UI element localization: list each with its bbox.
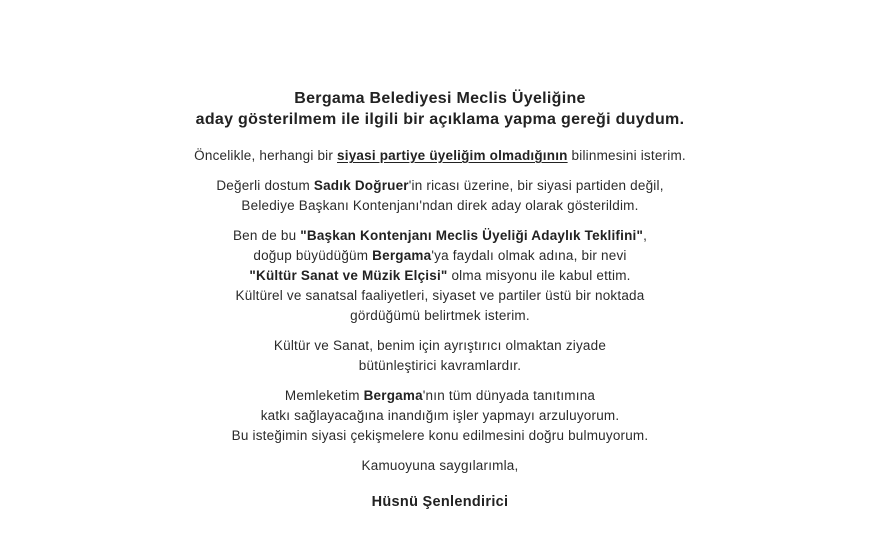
text-segment: Memleketim [284,388,364,403]
paragraph-line [194,246,686,266]
text-segment: bütünleştirici kavramlardır. [358,358,522,373]
text-segment: Kültür ve Sanat, benim için ayrıştırıcı olmaktan ziyade [273,338,607,353]
text-segment: 'in ricası üzerine, bir siyasi partiden değil, [408,178,664,193]
text-segment: 'nın tüm dünyada tanıtımına [422,388,596,403]
paragraph-line [194,286,686,306]
paragraph-line [194,176,686,196]
text-segment: katkı sağlayacağına inandığım işler yapmayı arzuluyorum. [260,408,620,423]
text-segment: Bergama [372,248,432,263]
text-segment: Değerli dostum [216,178,314,193]
paragraph [194,146,686,166]
paragraph [194,176,686,216]
text-segment: Belediye Başkanı Kontenjanı'ndan direk aday olarak gösterildim. [241,198,639,213]
statement-body [194,146,686,456]
paragraph-line [194,426,686,446]
text-segment: Ben de bu [232,228,301,243]
text-segment: olma misyonu ile kabul ettim. [447,268,631,283]
paragraph [194,386,686,446]
text-segment: , [643,228,648,243]
title-line: Bergama Belediyesi Meclis Üyeliğine [294,90,586,107]
statement-title [196,88,685,130]
text-segment: gördüğümü belirtmek isterim. [350,308,530,323]
paragraph-line [194,386,686,406]
paragraph-line [194,226,686,246]
paragraph-line [194,306,686,326]
text-segment: Bu isteğimin siyasi çekişmelere konu edilmesini doğru bulmuyorum. [231,428,649,443]
closing-line: Kamuoyuna saygılarımla, [361,458,519,473]
text-segment: "Başkan Kontenjanı Meclis Üyeliği Adaylık Teklifini" [300,228,644,243]
title-line: aday gösterilmem ile ilgili bir açıklama yapma gereği duydum. [195,111,685,128]
paragraph-line [194,406,686,426]
paragraph-line [194,146,686,166]
text-segment: siyasi partiye üyeliğim olmadığının [337,148,568,163]
paragraph-line [194,336,686,356]
text-segment: "Kültür Sanat ve Müzik Elçisi" [249,268,448,283]
signature-name: Hüsnü Şenlendirici [371,494,509,510]
text-segment: Kültürel ve sanatsal faaliyetleri, siyaset ve partiler üstü bir noktada [235,288,645,303]
text-segment: bilinmesini isterim. [567,148,686,163]
paragraph-line [194,196,686,216]
text-segment: doğup büyüdüğüm [253,248,373,263]
text-segment: Bergama [363,388,423,403]
paragraph-line [194,266,686,286]
text-segment: Sadık Doğruer [313,178,409,193]
paragraph [194,226,686,326]
text-segment: 'ya faydalı olmak adına, bir nevi [431,248,627,263]
paragraph [194,336,686,376]
text-segment: Öncelikle, herhangi bir [194,148,338,163]
paragraph-line [194,356,686,376]
